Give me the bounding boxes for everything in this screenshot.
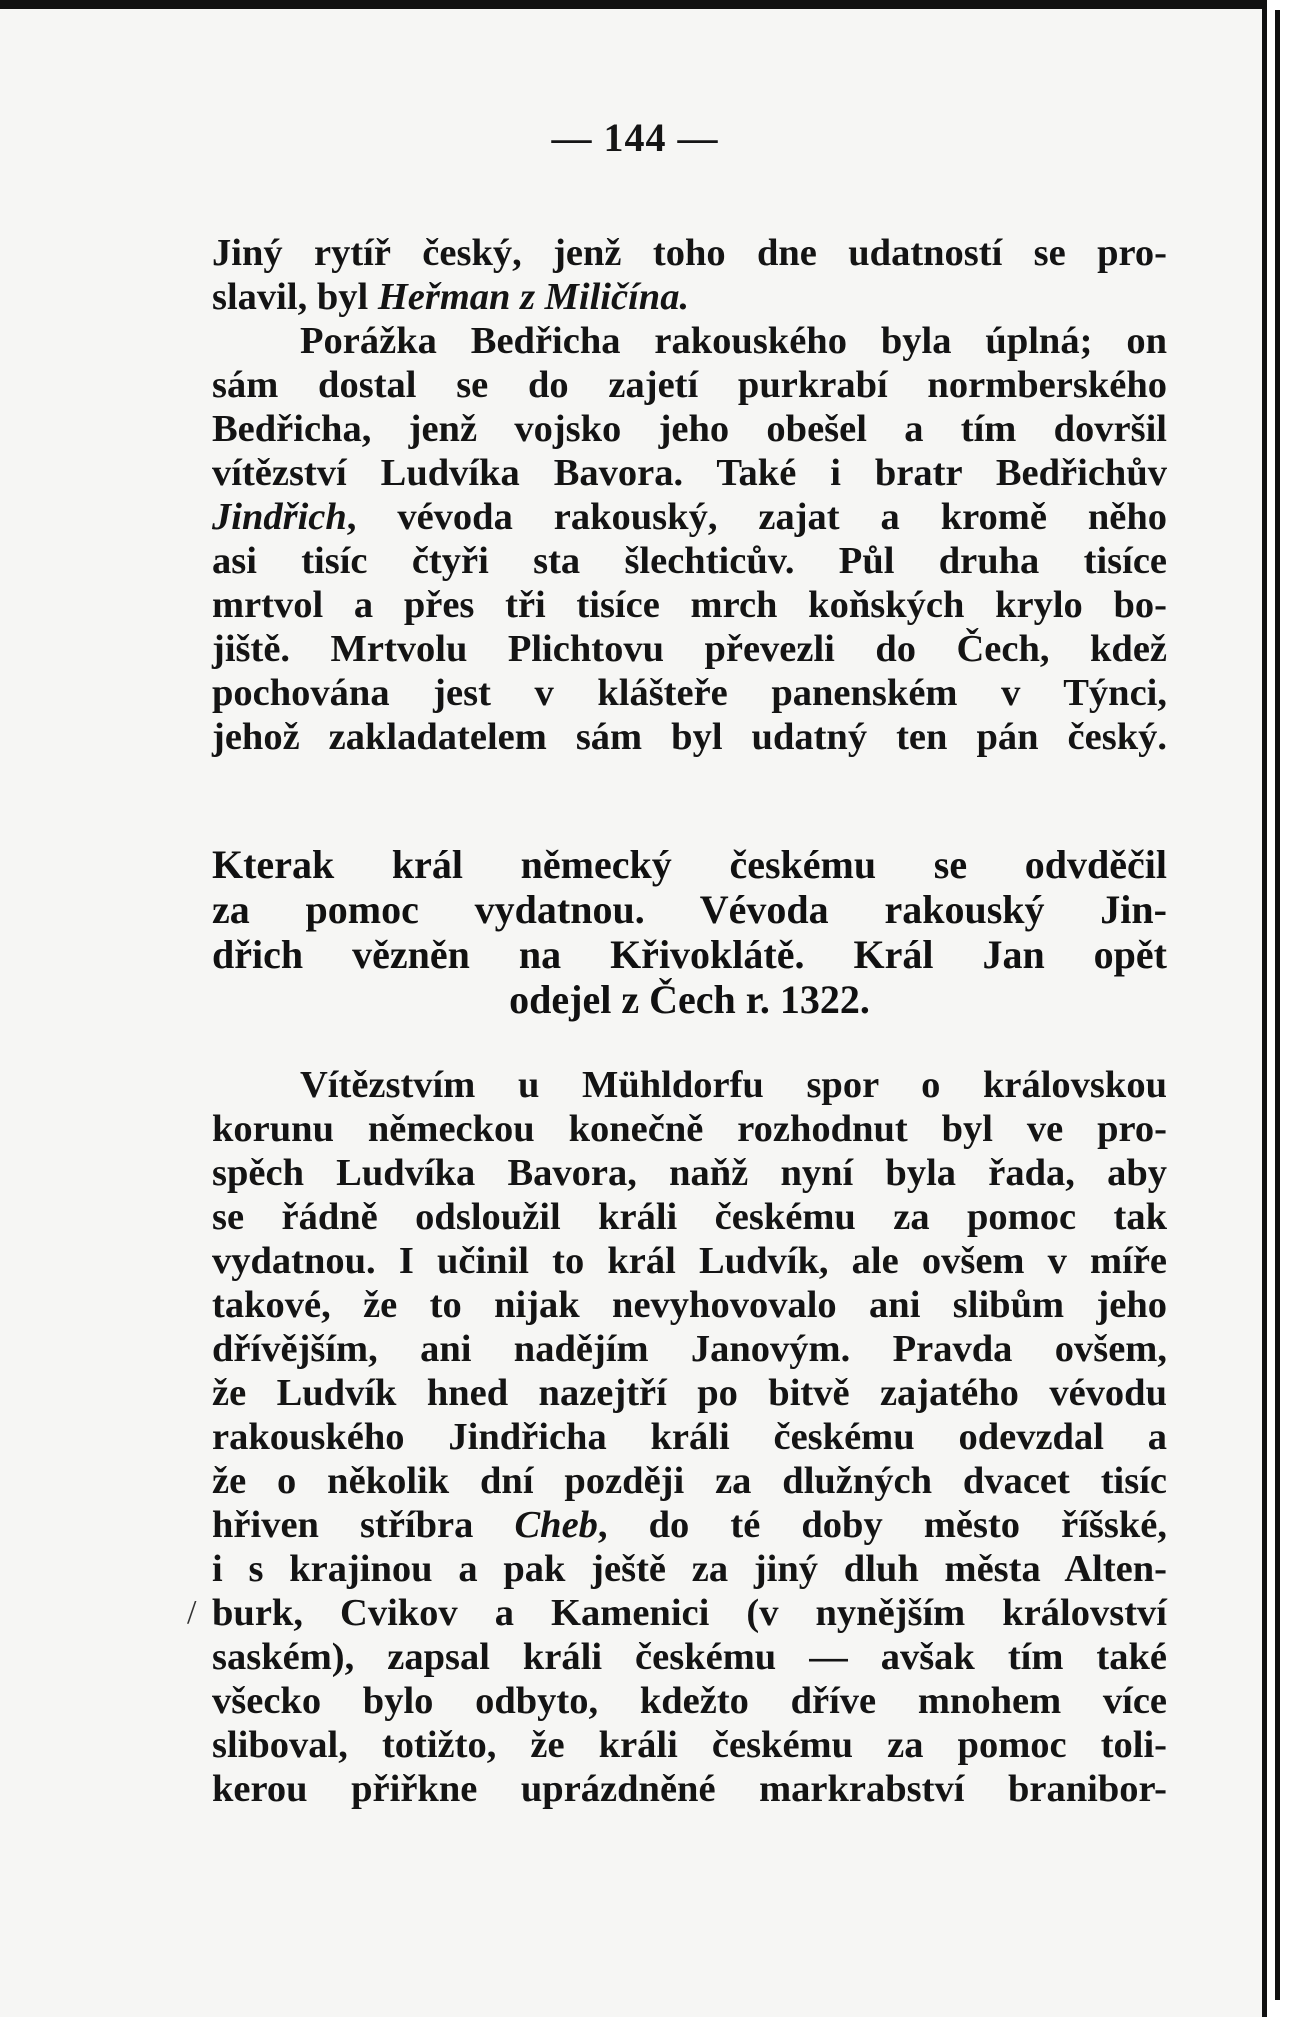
text-line: Jindřich, vévoda rakouský, zajat a kromě něho [212, 496, 1167, 538]
heading-line: dřich vězněn na Křivoklátě. Král Jan opět [212, 932, 1167, 977]
text-line: všecko bylo odbyto, kdežto dříve mnohem více [212, 1680, 1167, 1722]
text-line: i s krajinou a pak ještě za jiný dluh města Alten- [212, 1548, 1167, 1590]
text-line: kerou přiřkne uprázdněné markrabství branibor- [212, 1768, 1167, 1810]
text-line: vydatnou. I učinil to král Ludvík, ale ovšem v míře [212, 1240, 1167, 1282]
text-line: jiště. Mrtvolu Plichtovu převezli do Čech, kdež [212, 628, 1167, 670]
heading-line: Kterak král německý českému se odvděčil [212, 842, 1167, 887]
name-cheb: Cheb [514, 1504, 598, 1546]
text-line: mrtvol a přes tři tisíce mrch koňských krylo bo- [212, 584, 1167, 626]
text-line: rakouského Jindřicha králi českému odevzdal a [212, 1416, 1167, 1458]
text-line: jehož zakladatelem sám byl udatný ten pán český. [212, 716, 1167, 758]
text-line: pochována jest v klášteře panenském v Týnci, [212, 672, 1167, 714]
name-jindrich: Jindřich [212, 496, 347, 538]
margin-pencil-mark: / [187, 1594, 197, 1631]
page-edge-border [1262, 0, 1299, 2017]
text-line: burk, Cvikov a Kamenici (v nynějším království [212, 1592, 1167, 1634]
text-line: spěch Ludvíka Bavora, naňž nyní byla řada, aby [212, 1152, 1167, 1194]
text-line: že o několik dní později za dlužných dvacet tisíc [212, 1460, 1167, 1502]
heading-line: odejel z Čech r. 1322. [509, 977, 870, 1022]
text-line: Bedřicha, jenž vojsko jeho obešel a tím dovršil [212, 408, 1167, 450]
text-line: se řádně odsloužil králi českému za pomoc tak [212, 1196, 1167, 1238]
text-line: Porážka Bedřicha rakouského byla úplná; on [300, 320, 1167, 362]
text-line: hřiven stříbra Cheb, do té doby město říšské, [212, 1504, 1167, 1546]
text-line: asi tisíc čtyři sta šlechticův. Půl druha tisíce [212, 540, 1167, 582]
text-line: dřívějším, ani nadějím Janovým. Pravda ovšem, [212, 1328, 1167, 1370]
text-line: saském), zapsal králi českému — avšak tím také [212, 1636, 1167, 1678]
text-line: slavil, byl Heřman z Miličína. [212, 276, 690, 318]
name-herman: Heřman z Miličína. [377, 276, 690, 318]
text-line: takové, že to nijak nevyhovovalo ani slibům jeho [212, 1284, 1167, 1326]
page-edge-line [1275, 10, 1280, 2000]
text-line: Jiný rytíř český, jenž toho dne udatností se pro- [212, 232, 1167, 274]
text-line: sliboval, totižto, že králi českému za pomoc toli- [212, 1724, 1167, 1766]
text-line: že Ludvík hned nazejtří po bitvě zajatého vévodu [212, 1372, 1167, 1414]
page-number: — 144 — [551, 115, 719, 160]
heading-line: za pomoc vydatnou. Vévoda rakouský Jin- [212, 887, 1167, 932]
text-line: Vítězstvím u Mühldorfu spor o královskou [300, 1064, 1167, 1106]
text-line: korunu německou konečně rozhodnut byl ve pro- [212, 1108, 1167, 1150]
text-line: sám dostal se do zajetí purkrabí normberského [212, 364, 1167, 406]
paragraph-1 [212, 231, 1167, 759]
chapter-heading [212, 842, 1167, 1022]
paragraph-2 [212, 1063, 1167, 1811]
text-line: vítězství Ludvíka Bavora. Také i bratr Bedřichův [212, 452, 1167, 494]
